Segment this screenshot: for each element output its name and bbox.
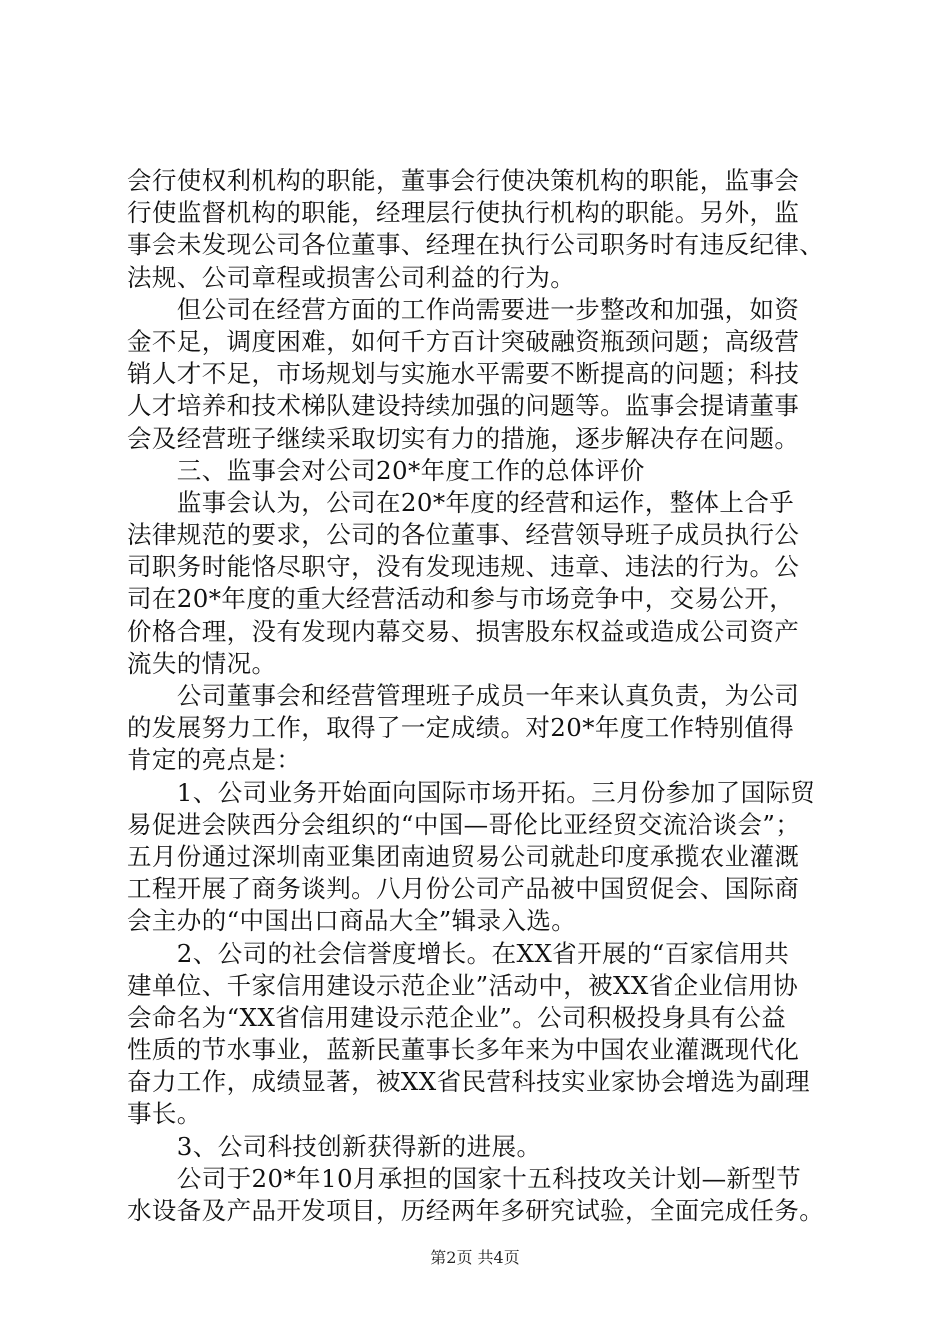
text-line: 事长。 — [127, 1099, 202, 1129]
text-line: 水设备及产品开发项目，历经两年多研究试验，全面完成任务。 — [127, 1196, 825, 1225]
text-line: 人才培养和技术梯队建设持续加强的问题等。监事会提请董事 — [127, 391, 800, 421]
text-line: 会主办的“中国出口商品大全”辑录入选。 — [127, 906, 577, 936]
text-line: 但公司在经营方面的工作尚需要进一步整改和加强，如资 — [127, 294, 800, 324]
text-line: 行使监督机构的职能，经理层行使执行机构的职能。另外，监 — [127, 198, 800, 228]
section-heading: 三、监事会对公司20*年度工作的总体评价 — [127, 455, 645, 485]
text-line: 司职务时能恪尽职守，没有发现违规、违章、违法的行为。公 — [127, 552, 800, 582]
text-line: 性质的节水事业，蓝新民董事长多年来为中国农业灌溉现代化 — [127, 1035, 800, 1065]
text-line: 肯定的亮点是： — [127, 745, 302, 775]
text-line: 流失的情况。 — [127, 648, 277, 678]
text-line: 价格合理，没有发现内幕交易、损害股东权益或造成公司资产 — [127, 616, 800, 646]
text-line: 奋力工作，成绩显著，被XX省民营科技实业家协会增选为副理 — [127, 1067, 811, 1097]
text-line: 会行使权利机构的职能，董事会行使决策机构的职能，监事会 — [127, 166, 800, 195]
text-line: 建单位、千家信用建设示范企业”活动中，被XX省企业信用协 — [127, 970, 799, 1000]
text-line: 销人才不足，市场规划与实施水平需要不断提高的问题；科技 — [127, 359, 800, 389]
text-line: 会及经营班子继续采取切实有力的措施，逐步解决存在问题。 — [127, 423, 800, 453]
text-line: 法律规范的要求，公司的各位董事、经营领导班子成员执行公 — [127, 520, 800, 550]
text-line: 法规、公司章程或损害公司利益的行为。 — [127, 262, 576, 292]
text-line: 公司于20*年10月承担的国家十五科技攻关计划—新型节 — [127, 1163, 802, 1193]
text-line: 工程开展了商务谈判。八月份公司产品被中国贸促会、国际商 — [127, 874, 800, 904]
text-line: 的发展努力工作，取得了一定成绩。对20*年度工作特别值得 — [127, 713, 795, 743]
text-line: 监事会认为，公司在20*年度的经营和运作，整体上合乎 — [127, 487, 795, 517]
text-line: 公司董事会和经营管理班子成员一年来认真负责，为公司 — [127, 681, 800, 710]
document-body — [127, 165, 847, 1227]
list-item-line: 1、公司业务开始面向国际市场开拓。三月份参加了国际贸 — [127, 777, 816, 807]
text-line: 会命名为“XX省信用建设示范企业”。公司积极投身具有公益 — [127, 1002, 787, 1032]
list-item-line: 3、公司科技创新获得新的进展。 — [127, 1131, 542, 1161]
text-line: 司在20*年度的重大经营活动和参与市场竞争中，交易公开， — [127, 584, 795, 614]
text-line: 金不足，调度困难，如何千方百计突破融资瓶颈问题；高级营 — [127, 326, 800, 356]
page-number-footer: 第2页 共4页 — [430, 1248, 520, 1267]
text-line: 事会未发现公司各位董事、经理在执行公司职务时有违反纪律、 — [127, 230, 825, 260]
list-item-line: 2、公司的社会信誉度增长。在XX省开展的“百家信用共 — [127, 938, 790, 968]
text-line: 易促进会陕西分会组织的“中国—哥伦比亚经贸交流洽谈会”； — [127, 809, 801, 839]
text-line: 五月份通过深圳南亚集团南迪贸易公司就赴印度承揽农业灌溉 — [127, 841, 800, 871]
